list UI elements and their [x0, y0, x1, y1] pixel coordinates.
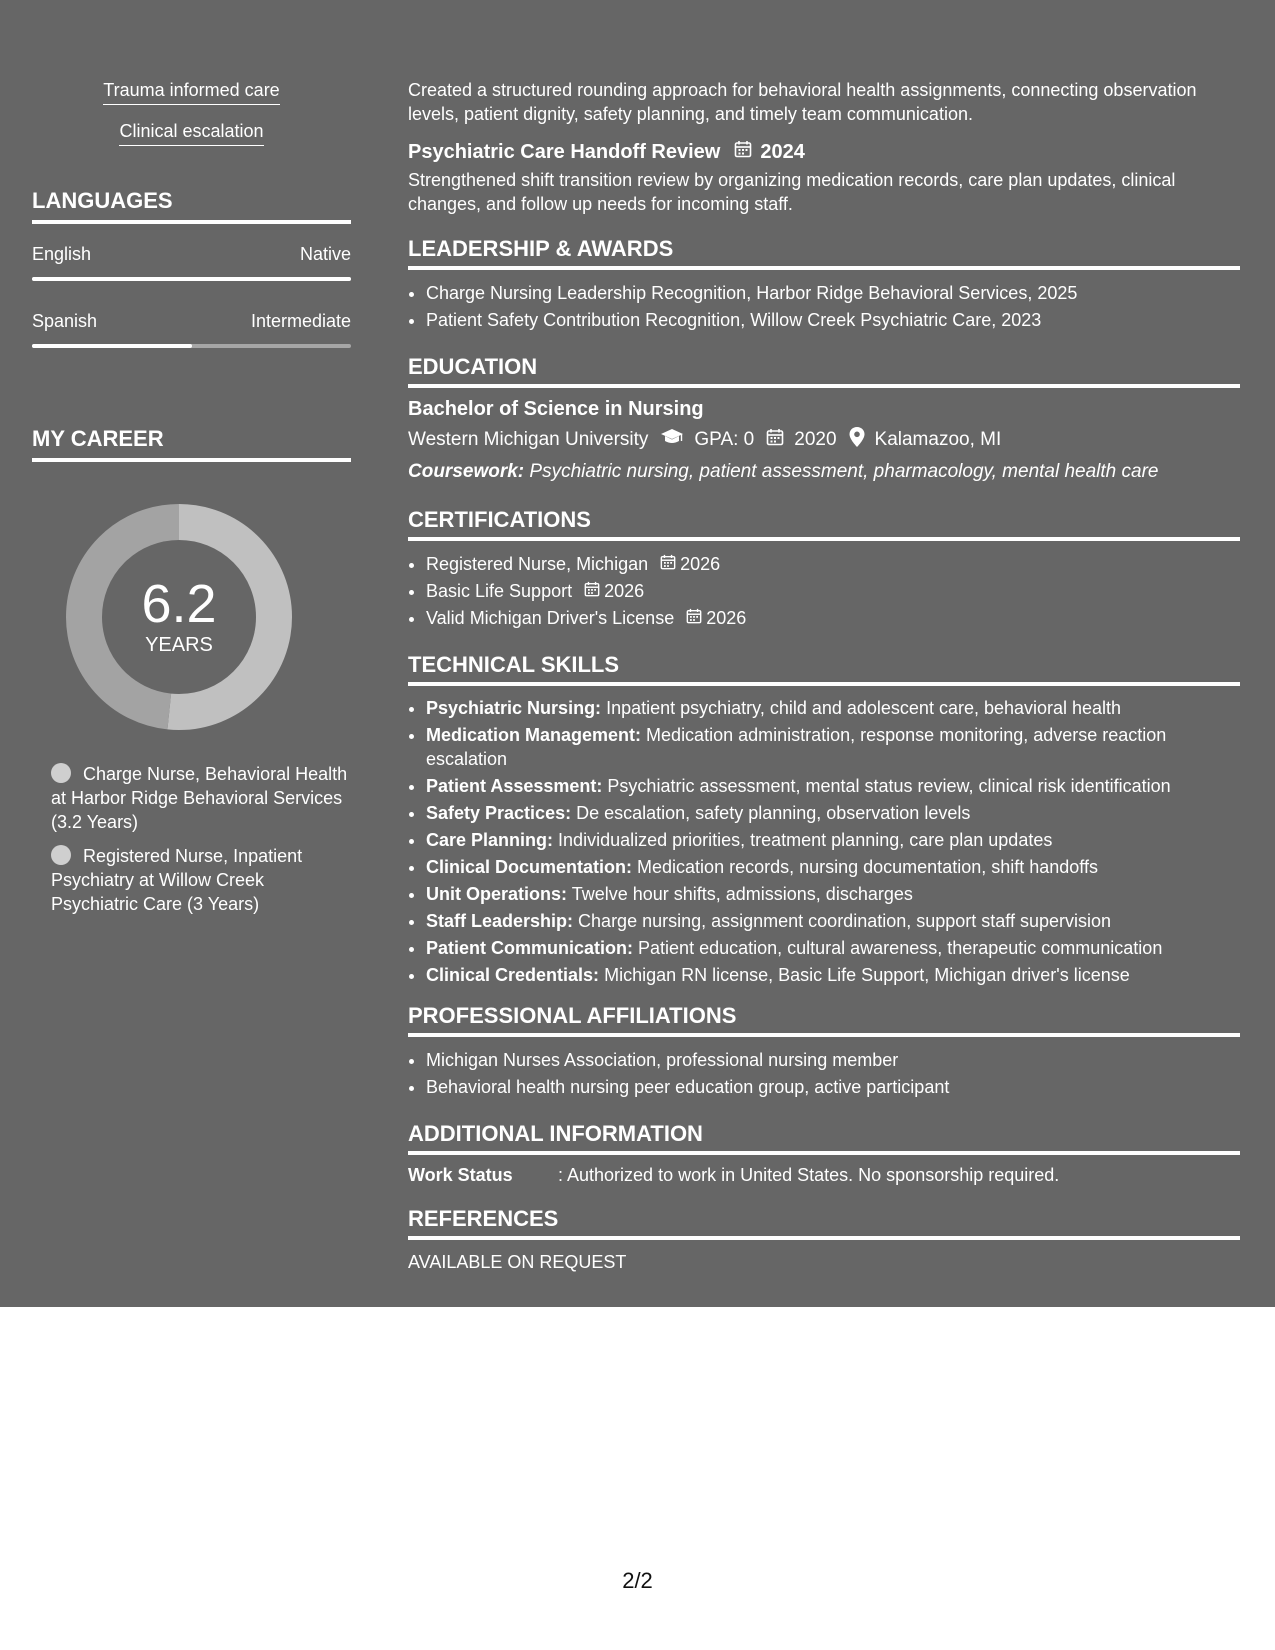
language-proficiency-bar [32, 277, 351, 281]
skill-label: Clinical Documentation: [426, 857, 633, 877]
affiliations-heading: PROFESSIONAL AFFILIATIONS [408, 1003, 1240, 1037]
calendar-icon [766, 428, 784, 452]
page-number: 2/2 [622, 1568, 653, 1593]
skill-text: Medication records, nursing documentation, shift handoffs [637, 857, 1098, 877]
work-status-label: Work Status [408, 1165, 513, 1185]
bullet-dot-icon [51, 763, 71, 783]
career-total-unit: YEARS [145, 634, 213, 656]
language-item [32, 311, 351, 348]
references-text: AVAILABLE ON REQUEST [408, 1252, 627, 1272]
skill-text: Psychiatric assessment, mental status review, clinical risk identification [607, 776, 1171, 796]
skill-label: Clinical Credentials: [426, 965, 600, 985]
skill-label: Staff Leadership: [426, 911, 574, 931]
skill-tag [32, 80, 351, 105]
career-donut-chart [66, 504, 292, 730]
project-year: 2024 [760, 140, 805, 163]
gpa: GPA: 0 [694, 429, 755, 450]
skill-text: Patient education, cultural awareness, therapeutic communication [638, 938, 1163, 958]
certifications-list [408, 551, 1240, 632]
graduation-year: 2020 [794, 429, 837, 450]
skill-tag-label: Trauma informed care [103, 80, 279, 105]
skill-item [426, 774, 1240, 798]
skill-text: Michigan RN license, Basic Life Support, Michigan driver's license [604, 965, 1130, 985]
list-item: • Charge Nursing Leadership Recognition, Harbor Ridge Behavioral Services, 2025 [426, 280, 1240, 307]
list-item: • Behavioral health nursing peer education group, active participant [426, 1074, 1240, 1101]
career-item [51, 844, 351, 916]
leadership-heading: LEADERSHIP & AWARDS [408, 236, 1240, 270]
school-name: Western Michigan University [408, 429, 649, 450]
skill-label: Unit Operations: [426, 884, 568, 904]
additional-info-heading: ADDITIONAL INFORMATION [408, 1121, 1240, 1155]
skill-item [426, 909, 1240, 933]
skill-item [426, 855, 1240, 879]
coursework-label: Coursework: [408, 461, 525, 482]
calendar-icon [686, 605, 702, 632]
degree-title: Bachelor of Science in Nursing [408, 398, 704, 420]
skill-text: Inpatient psychiatry, child and adolescent care, behavioral health [606, 698, 1122, 718]
language-level: Intermediate [250, 311, 351, 331]
language-item [32, 244, 351, 281]
education-meta [408, 427, 1240, 453]
graduation-cap-icon [660, 428, 684, 452]
certification-year: 2026 [680, 554, 721, 574]
career-item [51, 762, 351, 834]
calendar-icon [734, 140, 752, 164]
skill-tag-label: Clinical escalation [119, 121, 263, 146]
list-item: • Patient Safety Contribution Recognition, Willow Creek Psychiatric Care, 2023 [426, 307, 1240, 334]
skill-text: Twelve hour shifts, admissions, discharges [571, 884, 913, 904]
language-name: English [32, 244, 92, 264]
career-item-text: Registered Nurse, Inpatient Psychiatry at Willow Creek Psychiatric Care (3 Years) [51, 846, 303, 914]
skill-item [426, 963, 1240, 987]
calendar-icon [660, 551, 676, 578]
affiliations-list [408, 1047, 1240, 1101]
career-item-text: Charge Nurse, Behavioral Health at Harbor Ridge Behavioral Services (3.2 Years) [51, 764, 348, 832]
skill-tag [32, 121, 351, 146]
skill-label: Care Planning: [426, 830, 554, 850]
list-item: • Michigan Nurses Association, professional nursing member [426, 1047, 1240, 1074]
skill-text: Medication administration, response monitoring, adverse reaction escalation [426, 725, 1167, 769]
skill-label: Patient Communication: [426, 938, 634, 958]
project-description: Strengthened shift transition review by organizing medication records, care plan updates, clinical changes, and follow up needs for incoming staff. [408, 170, 1176, 214]
career-heading: MY CAREER [32, 426, 351, 462]
project-title-row [408, 140, 1240, 164]
coursework-text: Psychiatric nursing, patient assessment, pharmacology, mental health care [529, 461, 1159, 482]
skills-heading: TECHNICAL SKILLS [408, 652, 1240, 686]
skill-item [426, 723, 1240, 771]
bullet-dot-icon [51, 845, 71, 865]
certification-item [426, 605, 1240, 632]
skill-label: Psychiatric Nursing: [426, 698, 602, 718]
work-status-row [408, 1165, 1240, 1186]
certification-year: 2026 [604, 581, 645, 601]
certification-year: 2026 [706, 608, 747, 628]
main-column [408, 78, 1240, 1274]
leadership-list [408, 280, 1240, 334]
languages-heading: LANGUAGES [32, 188, 351, 224]
skill-label: Patient Assessment: [426, 776, 603, 796]
certification-name: Valid Michigan Driver's License [426, 608, 675, 628]
skill-item [426, 882, 1240, 906]
references-heading: REFERENCES [408, 1206, 1240, 1240]
project-intro: Created a structured rounding approach for behavioral health assignments, connecting observation levels, patient dignity, safety planning, and timely team communication. [408, 80, 1197, 124]
certification-name: Basic Life Support [426, 581, 573, 601]
skill-label: Medication Management: [426, 725, 642, 745]
language-level: Native [299, 244, 351, 264]
coursework [408, 461, 1240, 483]
school-location: Kalamazoo, MI [874, 429, 1002, 450]
certification-item [426, 578, 1240, 605]
skill-item [426, 696, 1240, 720]
skill-item [426, 828, 1240, 852]
skill-label: Safety Practices: [426, 803, 572, 823]
skill-text: Charge nursing, assignment coordination, support staff supervision [578, 911, 1112, 931]
calendar-icon [584, 578, 600, 605]
certifications-heading: CERTIFICATIONS [408, 507, 1240, 541]
skills-list [408, 696, 1240, 987]
certification-item [426, 551, 1240, 578]
skill-item [426, 936, 1240, 960]
language-name: Spanish [32, 311, 98, 331]
skill-item [426, 801, 1240, 825]
language-proficiency-bar [32, 344, 351, 348]
education-heading: EDUCATION [408, 354, 1240, 388]
skill-text: Individualized priorities, treatment planning, care plan updates [558, 830, 1053, 850]
certification-name: Registered Nurse, Michigan [426, 554, 649, 574]
career-total-years: 6.2 [141, 574, 217, 634]
map-pin-icon [849, 427, 865, 453]
skill-text: De escalation, safety planning, observation levels [576, 803, 971, 823]
career-list [51, 762, 351, 916]
work-status-value: : Authorized to work in United States. No sponsorship required. [558, 1165, 1060, 1185]
project-title: Psychiatric Care Handoff Review [408, 140, 721, 163]
sidebar [32, 80, 351, 926]
